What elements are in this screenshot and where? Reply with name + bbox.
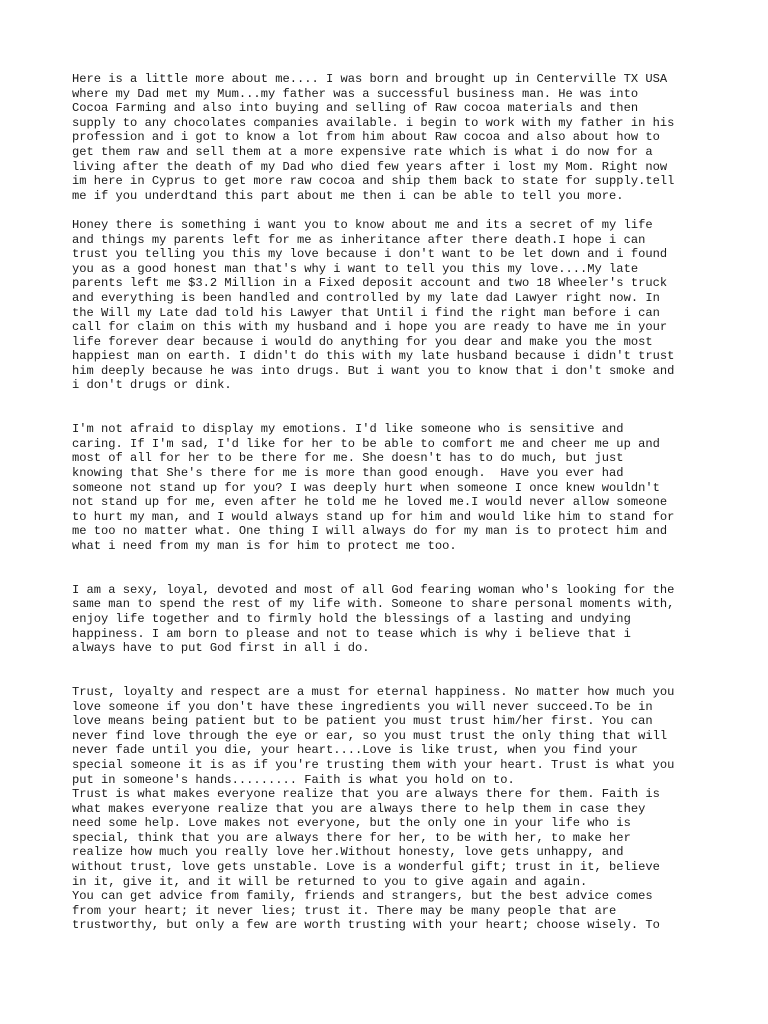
text-line: someone not stand up for you? I was deeply hurt when someone I once knew wouldn't — [72, 480, 660, 495]
text-line: I am a sexy, loyal, devoted and most of all God fearing woman who's looking for the — [72, 582, 675, 597]
text-line: get them raw and sell them at a more expensive rate which is what i do now for a — [72, 144, 653, 159]
text-line: what makes everyone realize that you are always there to help them in case they — [72, 801, 646, 816]
text-line: Honey there is something i want you to know about me and its a secret of my life — [72, 217, 653, 232]
text-line: Here is a little more about me.... I was born and brought up in Centerville TX USA — [72, 72, 668, 86]
text-line: call for claim on this with my husband and i hope you are ready to have me in your — [72, 320, 668, 335]
text-line: not stand up for me, even after he told me he loved me.I would never allow someone — [72, 495, 668, 510]
text-line: Trust, loyalty and respect are a must for eternal happiness. No matter how much you — [72, 684, 675, 699]
text-line: me if you underdtand this part about me then i can be able to tell you more. — [72, 188, 624, 203]
text-line: I'm not afraid to display my emotions. I'd like someone who is sensitive and — [72, 422, 624, 437]
text-line: need some help. Love makes not everyone, but the only one in your life who is — [72, 816, 631, 831]
text-line: from your heart; it never lies; trust it. There may be many people that are — [72, 903, 617, 918]
text-line: trustworthy, but only a few are worth trusting with your heart; choose wisely. To — [72, 918, 660, 933]
text-line: never fade until you die, your heart....Love is like trust, when you find your — [72, 743, 639, 758]
text-line: always have to put God first in all i do. — [72, 641, 370, 656]
text-line: life forever dear because i would do anything for you dear and make you the most — [72, 334, 653, 349]
text-line: realize how much you really love her.Without honesty, love gets unhappy, and — [72, 845, 624, 860]
text-line: parents left me $3.2 Million in a Fixed deposit account and two 18 Wheeler's truck — [72, 276, 668, 291]
text-line: where my Dad met my Mum...my father was a successful business man. He was into — [72, 86, 639, 101]
document-page — [72, 72, 732, 933]
text-line: special someone it is as if you're trusting them with your heart. Trust is what you — [72, 757, 675, 772]
paragraph-trust — [72, 685, 732, 933]
text-line: happiest man on earth. I didn't do this with my late husband because i didn't trust — [72, 349, 675, 364]
text-line: without trust, love gets unstable. Love is a wonderful gift; trust in it, believe — [72, 860, 660, 875]
text-line: him deeply because he was into drugs. But i want you to know that i don't smoke and — [72, 363, 675, 378]
text-line: Trust is what makes everyone realize that you are always there for them. Faith is — [72, 787, 660, 802]
text-line: same man to spend the rest of my life with. Someone to share personal moments with, — [72, 597, 675, 612]
paragraph-gap — [72, 393, 732, 422]
text-line: i don't drugs or dink. — [72, 378, 232, 393]
text-line: you as a good honest man that's why i want to tell you this my love....My late — [72, 261, 639, 276]
text-line: caring. If I'm sad, I'd like for her to be able to comfort me and cheer me up and — [72, 436, 660, 451]
text-line: love means being patient but to be patient you must trust him/her first. You can — [72, 714, 653, 729]
paragraph-gap — [72, 656, 732, 685]
text-line: to hurt my man, and I would always stand up for him and would like him to stand for — [72, 509, 675, 524]
text-line: Cocoa Farming and also into buying and selling of Raw cocoa materials and then — [72, 101, 639, 116]
text-line: supply to any chocolates companies available. i begin to work with my father in his — [72, 115, 675, 130]
paragraph-about-me — [72, 72, 732, 203]
text-line: im here in Cyprus to get more raw cocoa and ship them back to state for supply.tell — [72, 174, 675, 189]
text-line: never find love through the eye or ear, so you must trust the only thing that will — [72, 728, 668, 743]
text-line: love someone if you don't have these ingredients you will never succeed.To be in — [72, 699, 653, 714]
text-line: knowing that She's there for me is more than good enough. Have you ever had — [72, 466, 624, 481]
paragraph-self-description — [72, 583, 732, 656]
text-line: special, think that you are always there for her, to be with her, to make her — [72, 830, 631, 845]
text-line: trust you telling you this my love because i don't want to be let down and i found — [72, 247, 668, 262]
text-line: profession and i got to know a lot from him about Raw cocoa and also about how to — [72, 130, 660, 145]
text-line: what i need from my man is for him to protect me too. — [72, 539, 457, 553]
text-line: happiness. I am born to please and not to tease which is why i believe that i — [72, 626, 631, 641]
text-line: and everything is been handled and controlled by my late dad Lawyer right now. In — [72, 290, 660, 305]
paragraph-gap — [72, 554, 732, 583]
paragraph-secret — [72, 218, 732, 393]
text-line: and things my parents left for me as inheritance after there death.I hope i can — [72, 232, 646, 247]
text-line: living after the death of my Dad who died few years after i lost my Mom. Right now — [72, 159, 668, 174]
text-line: the Will my Late dad told his Lawyer that Until i find the right man before i can — [72, 305, 660, 320]
text-line: in it, give it, and it will be returned to you to give again and again. — [72, 874, 588, 889]
paragraph-gap — [72, 203, 732, 218]
text-line: me too no matter what. One thing I will always do for my man is to protect him and — [72, 524, 668, 539]
text-line: enjoy life together and to firmly hold the blessings of a lasting and undying — [72, 611, 631, 626]
text-line: put in someone's hands......... Faith is what you hold on to. — [72, 772, 515, 787]
paragraph-emotions — [72, 422, 732, 553]
text-line: most of all for her to be there for me. She doesn't has to do much, but just — [72, 451, 624, 466]
text-line: You can get advice from family, friends and strangers, but the best advice comes — [72, 889, 653, 904]
